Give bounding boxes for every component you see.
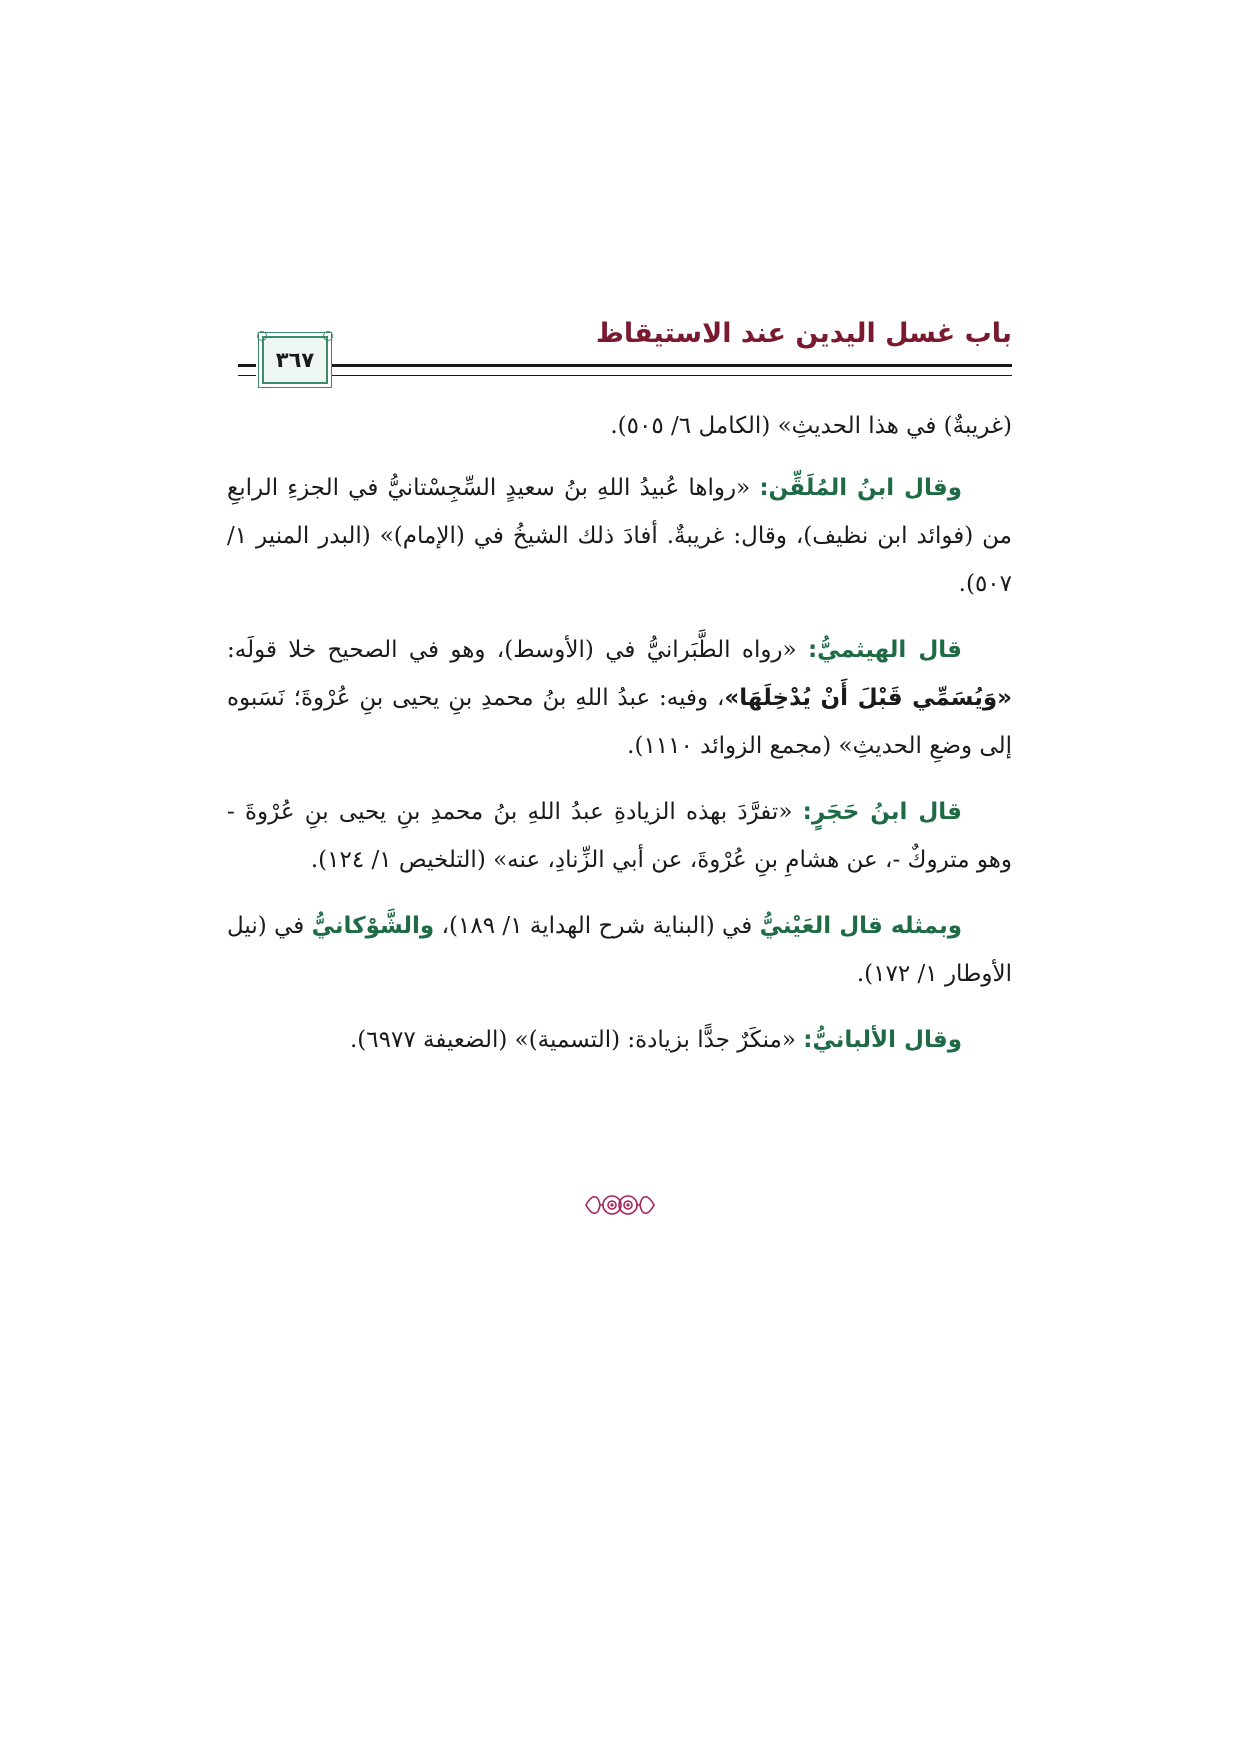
page-number: ٣٦٧ (275, 348, 315, 372)
page-header (238, 318, 1012, 380)
page-number-frame (262, 336, 328, 384)
speaker-name: وقال ابنُ المُلَقِّن: (759, 475, 962, 501)
speaker-name: والشَّوْكانيُّ (311, 913, 435, 939)
paragraph-text: (غريبةٌ) في هذا الحديثِ» (الكامل ٦/ ٥٠٥). (610, 413, 1012, 439)
paragraph-text: «رواها عُبيدُ اللهِ بنُ سعيدٍ السِّجِسْتانيُّ في الجزءِ الرابعِ من (فوائد ابن نظيف)، وقال: غريبةٌ. أفادَ ذلك الشيخُ في (الإمام)» (البدر المنير ١/ ٥٠٧). (227, 475, 1012, 597)
speaker-name: قال ابنُ حَجَرٍ: (802, 799, 962, 825)
paragraph-ibn-mulaqqin (227, 464, 1012, 608)
paragraph-ayni-shawkani (227, 902, 1012, 998)
paragraph-text: «رواه الطَّبَرانيُّ في (الأوسط)، وهو في الصحيح خلا قولَه: (227, 637, 808, 663)
paragraph-text: في (نيل الأوطار ١/ ١٧٢). (227, 913, 1012, 987)
end-ornament (0, 1188, 1240, 1222)
paragraph-text: في (البناية شرح الهداية ١/ ١٨٩)، (434, 913, 760, 939)
paragraph-ibn-hajar (227, 788, 1012, 884)
paragraph-albani (227, 1016, 1012, 1064)
bold-quote: «وَيُسَمِّي قَبْلَ أَنْ يُدْخِلَهَا» (724, 685, 1012, 711)
paragraph-haythami (227, 626, 1012, 770)
running-title: باب غسل اليدين عند الاستيقاظ (595, 318, 1012, 349)
floral-end-ornament-icon (580, 1188, 660, 1222)
speaker-name: قال الهيثميُّ: (807, 637, 962, 663)
paragraph-text: «منكَرٌ جدًّا بزيادة: (التسمية)» (الضعيفة ٦٩٧٧). (349, 1027, 804, 1053)
paragraph-kamil (227, 402, 1012, 450)
header-double-rule-left (238, 364, 256, 376)
page-content (227, 402, 1012, 1082)
header-double-rule (332, 364, 1012, 376)
paragraph-text: «تفرَّدَ بهذه الزيادةِ عبدُ اللهِ بنُ محمدِ بنِ يحيى بنِ عُرْوةَ - وهو متروكٌ -، عن هشامِ بنِ عُرْوةَ، عن أبي الزِّنادِ، عنه» (التلخيص ١/ ١٢٤). (227, 799, 1012, 873)
paragraph-text: ، وفيه: عبدُ اللهِ بنُ محمدِ بنِ يحيى بنِ عُرْوةَ؛ نَسَبوه إلى وضعِ الحديثِ» (مجمع الزوائد ١١١٠). (227, 685, 1012, 759)
speaker-name: وبمثله قال العَيْنيُّ (759, 913, 962, 939)
speaker-name: وقال الألبانيُّ: (803, 1027, 962, 1053)
